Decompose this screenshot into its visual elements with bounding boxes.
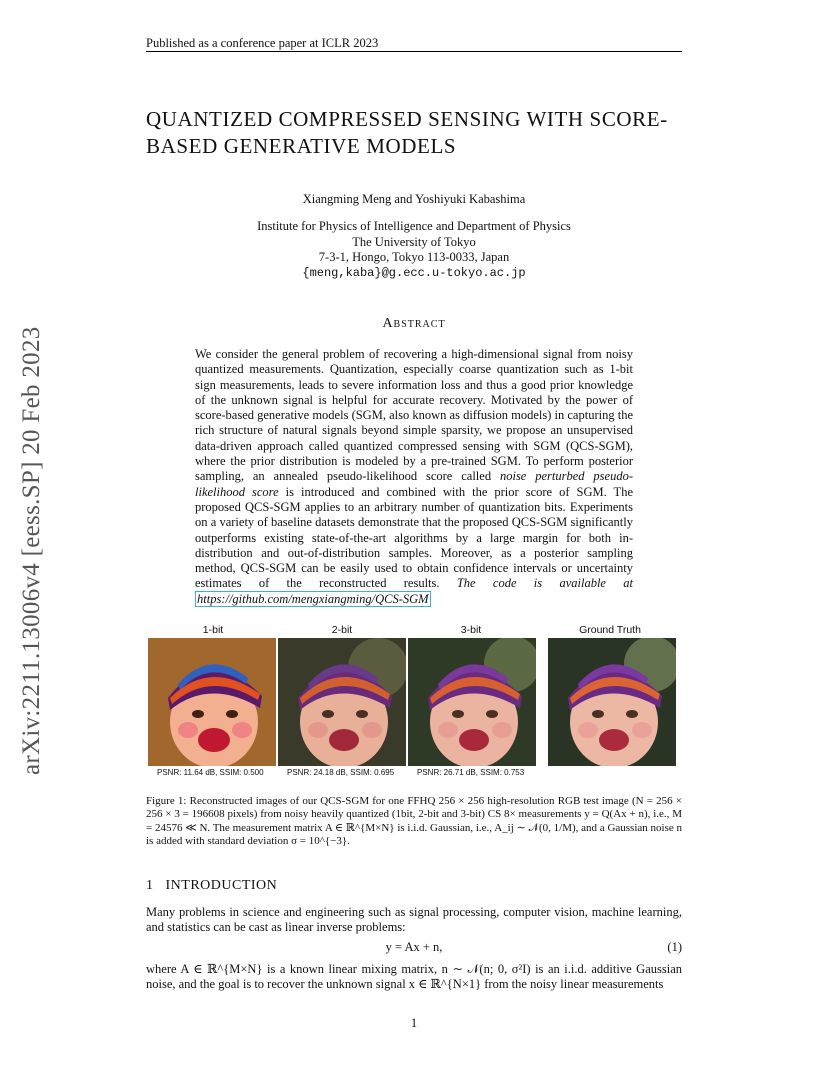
affiliation-email: {meng,kaba}@g.ecc.u-tokyo.ac.jp — [302, 265, 526, 280]
affiliation-university: The University of Tokyo — [352, 234, 476, 249]
abstract-heading: Abstract — [382, 316, 446, 331]
metric-2bit: PSNR: 24.18 dB, SSIM: 0.695 — [287, 768, 395, 777]
reconstruction-3bit-image — [408, 638, 536, 766]
arxiv-stamp: arXiv:2211.13006v4 [eess.SP] 20 Feb 2023 — [18, 326, 45, 775]
page-number: 1 — [410, 1016, 418, 1030]
intro-paragraph-2: where A ∈ ℝ^{M×N} is a known linear mixing matrix, n ∼ 𝒩(n; 0, σ²I) is an i.i.d. additive Gaussian noise, and the goal is to recover the unknown signal x ∈ ℝ^{N×1} from the noisy linear measurements — [146, 962, 682, 991]
authors: Xiangming Meng and Yoshiyuki Kabashima — [302, 192, 526, 206]
reconstruction-2bit-image — [278, 638, 406, 766]
reconstruction-1bit-image — [148, 638, 276, 766]
header-rule — [146, 51, 682, 52]
code-link[interactable]: https://github.com/mengxiangming/QCS-SGM — [197, 591, 429, 606]
abstract-body: We consider the general problem of recovering a high-dimensional signal from noisy quantized measurements. Quantization, especially coarse quantization such as 1-bit sign measurements, leads to severe information loss and thus a good prior knowledge of the unknown signal is helpful for accurate recovery. Motivated by the power of score-based generative models (SGM, also known as diffusion models) in capturing the rich structure of natural signals beyond simple sparsity, we propose an unsupervised data-driven approach called quantized compressed sensing with SGM (QCS-SGM), where the prior distribution is modeled by a pre-trained SGM. To perform posterior sampling, an annealed pseudo-likelihood score called noise perturbed pseudo-likelihood score is introduced and combined with the prior score of SGM. The proposed QCS-SGM applies to an arbitrary number of quantization bits. Experiments on a variety of baseline datasets demonstrate that the proposed QCS-SGM significantly outperforms existing state-of-the-art algorithms by a large margin for both in-distribution and out-of-distribution samples. Moreover, as a posterior sampling method, QCS-SGM can be easily used to obtain confidence intervals or uncertainty estimates of the reconstructed results. The code is available at https://github.com/mengxiangming/QCS-SGM — [195, 347, 634, 606]
ground-truth-image — [548, 638, 676, 766]
figure-label-3bit: 3-bit — [460, 624, 482, 636]
equation-1-number: (1) — [667, 940, 682, 954]
affiliation-institute: Institute for Physics of Intelligence and Department of Physics — [257, 219, 571, 233]
affiliation — [146, 219, 682, 281]
figure-label-2bit: 2-bit — [331, 624, 353, 636]
affiliation-address: 7-3-1, Hongo, Tokyo 113-0033, Japan — [318, 250, 510, 264]
equation-1-body: y = Ax + n, — [385, 940, 443, 954]
running-header: Published as a conference paper at ICLR 2023 — [146, 36, 379, 50]
intro-paragraph-1: Many problems in science and engineering such as signal processing, computer vision, machine learning, and statistics can be cast as linear inverse problems: — [146, 905, 682, 934]
figure-label-1bit: 1-bit — [202, 624, 224, 636]
metric-1bit: PSNR: 11.64 dB, SSIM: 0.500 — [157, 768, 264, 777]
metric-3bit: PSNR: 26.71 dB, SSIM: 0.753 — [417, 768, 525, 777]
paper-title: QUANTIZED COMPRESSED SENSING WITH SCORE- BASED GENERATIVE MODELS — [146, 107, 668, 158]
figure-label-ground-truth: Ground Truth — [579, 624, 641, 636]
section-heading-introduction: 1 INTRODUCTION — [146, 878, 278, 893]
figure-caption: Figure 1: Reconstructed images of our QCS-SGM for one FFHQ 256 × 256 high-resolution RGB test image (N = 256 × 256 × 3 = 196608 pixels) from noisy heavily quantized (1bit, 2-bit and 3-bit) CS 8× measurements y = Q(Ax + n), i.e., M = 24576 ≪ N. The measurement matrix A ∈ ℝ^{M×N} is i.i.d. Gaussian, i.e., A_ij ∼ 𝒩(0, 1/M), and a Gaussian noise n is added with standard deviation σ = 10^{−3}. — [146, 795, 682, 848]
